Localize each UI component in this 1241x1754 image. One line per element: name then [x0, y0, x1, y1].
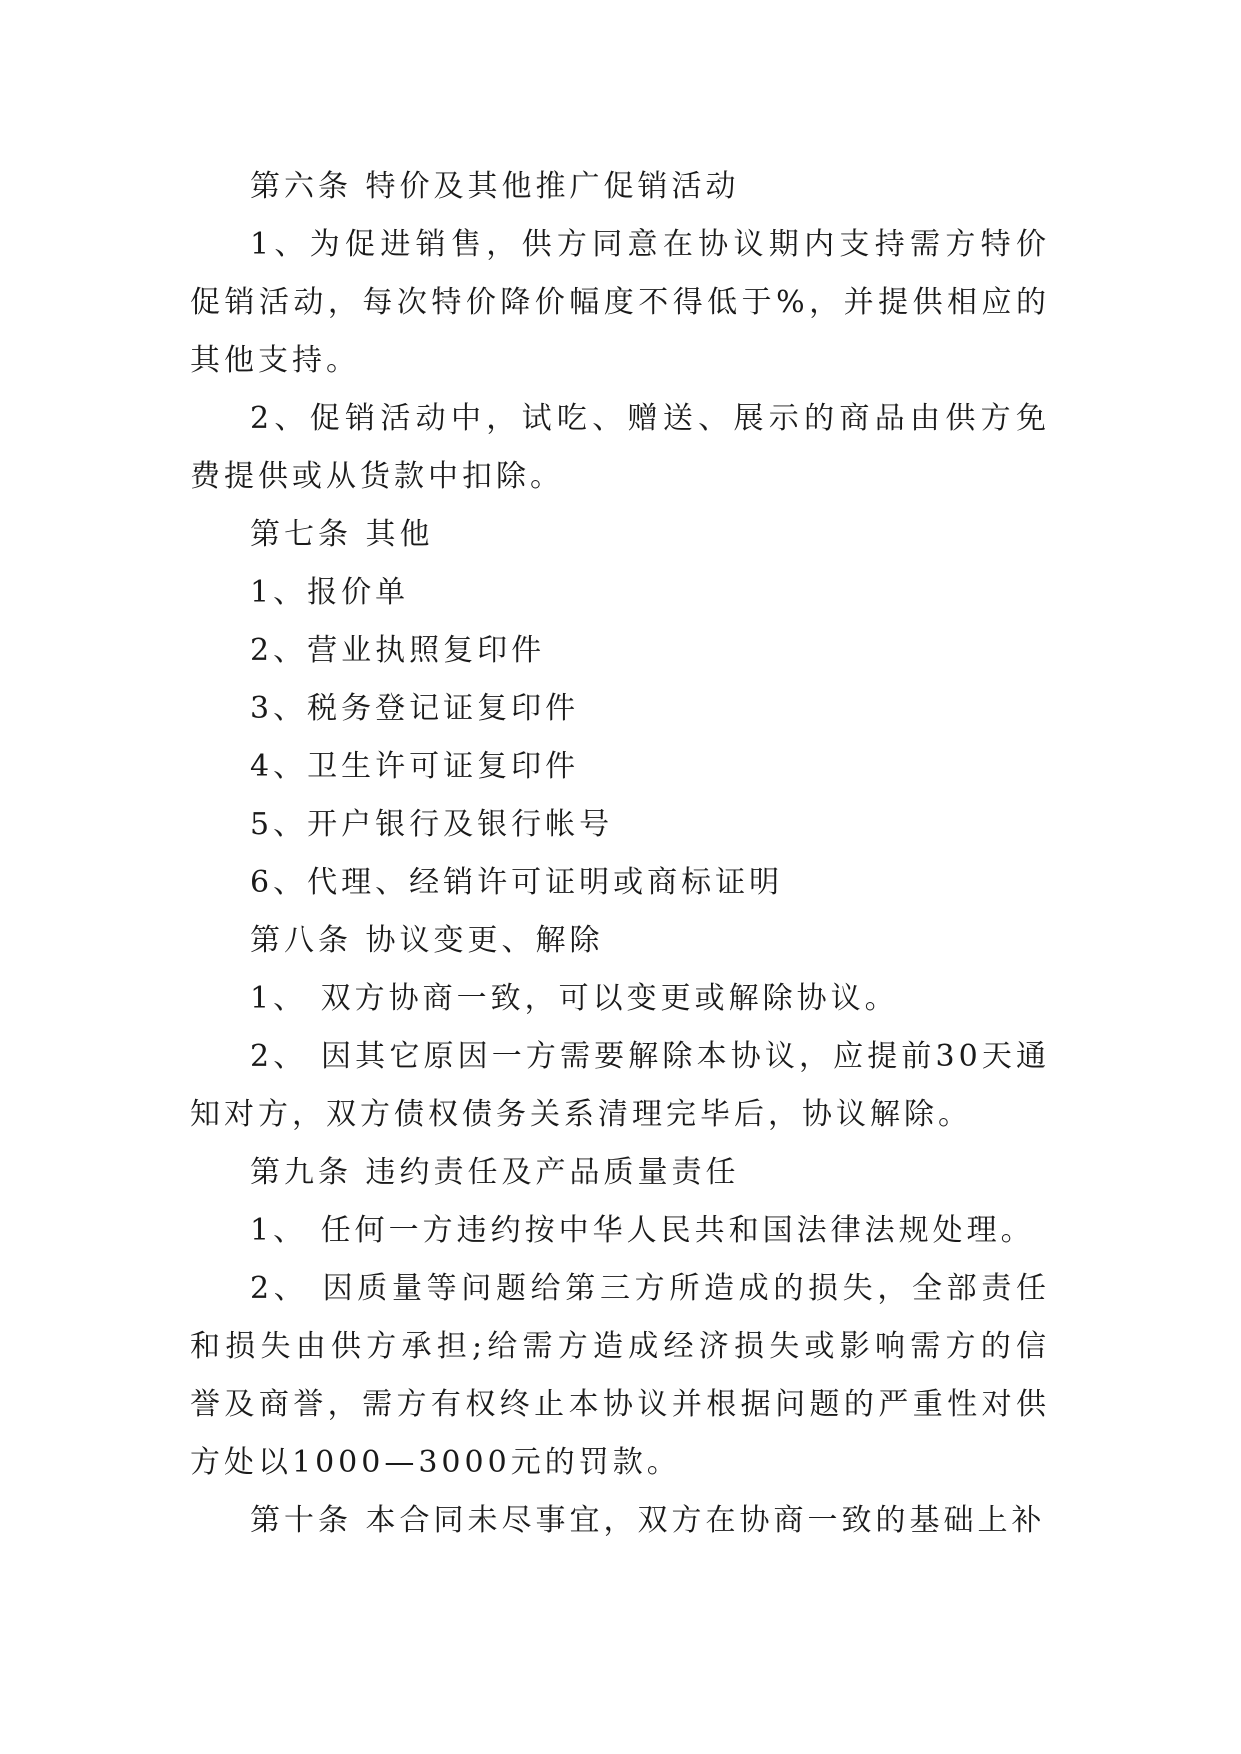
article-8-clause-1: 1、 双方协商一致，可以变更或解除协议。: [250, 981, 899, 1016]
article-6-heading: 第六条 特价及其他推广促销活动: [250, 169, 740, 204]
article-9-clause-1: 1、 任何一方违约按中华人民共和国法律法规处理。: [250, 1213, 1035, 1248]
article-7-item-2: 2、营业执照复印件: [250, 633, 546, 668]
article-7-item-6: 6、代理、经销许可证明或商标证明: [250, 865, 784, 900]
article-7-item-3: 3、税务登记证复印件: [250, 691, 580, 726]
article-8-heading: 第八条 协议变更、解除: [250, 923, 604, 958]
article-7-heading: 第七条 其他: [250, 517, 434, 552]
article-9-clause-2: 2、 因质量等问题给第三方所造成的损失，全部责任和损失由供方承担;给需方造成经济损失或影响需方的信誉及商誉，需方有权终止本协议并根据问题的严重性对供方处以1000—3000元的罚款。: [190, 1271, 1050, 1480]
article-10-text: 第十条 本合同未尽事宜，双方在协商一致的基础上补: [250, 1503, 1046, 1538]
article-6-clause-1: 1、为促进销售，供方同意在协议期内支持需方特价促销活动，每次特价降价幅度不得低于%，并提供相应的其他支持。: [190, 227, 1050, 378]
document-page: [190, 158, 1050, 1550]
article-7-item-5: 5、开户银行及银行帐号: [250, 807, 614, 842]
article-8-clause-2: 2、 因其它原因一方需要解除本协议，应提前30天通知对方，双方债权债务关系清理完毕后，协议解除。: [190, 1039, 1050, 1132]
article-9-heading: 第九条 违约责任及产品质量责任: [250, 1155, 740, 1190]
article-7-item-4: 4、卫生许可证复印件: [250, 749, 580, 784]
article-7-item-1: 1、报价单: [250, 575, 410, 610]
article-6-clause-2: 2、促销活动中，试吃、赠送、展示的商品由供方免费提供或从货款中扣除。: [190, 401, 1050, 494]
